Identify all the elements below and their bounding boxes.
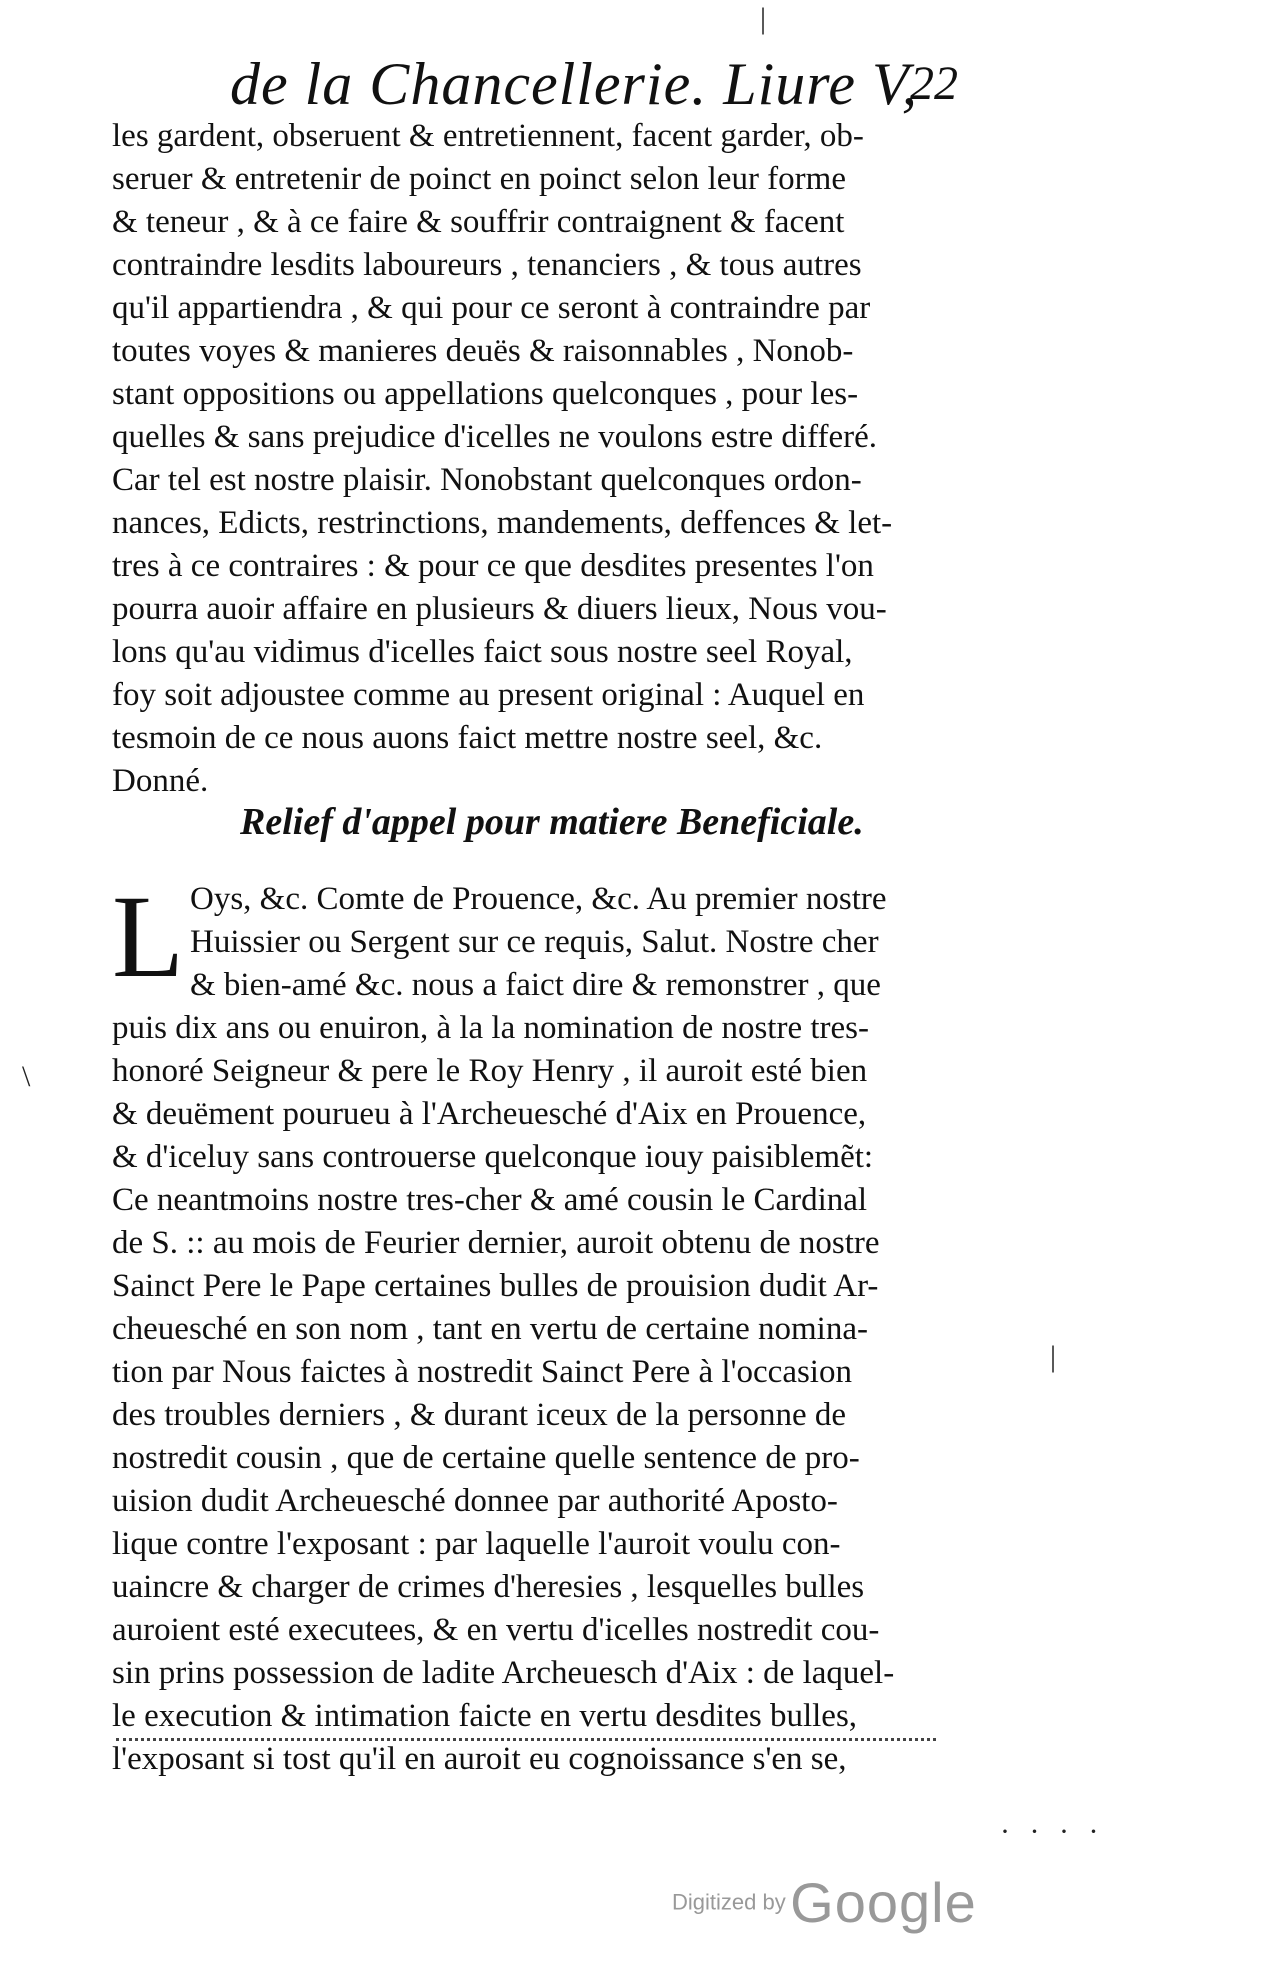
text-line: des troubles derniers , & durant iceux de la personne de xyxy=(112,1397,847,1433)
text-line: tion par Nous faictes à nostredit Sainct Pere à l'occasion xyxy=(112,1354,852,1390)
top-mark: | xyxy=(760,2,767,35)
text-line: Ce neantmoins nostre tres-cher & amé cousin le Cardinal xyxy=(112,1182,868,1218)
text-line: les gardent, obseruent & entretiennent, facent garder, ob- xyxy=(112,118,864,154)
text-line: Car tel est nostre plaisir. Nonobstant quelconques ordon- xyxy=(112,462,862,498)
text-line: puis dix ans ou enuiron, à la la nomination de nostre tres- xyxy=(112,1010,870,1046)
text-line: de S. :: au mois de Feurier dernier, auroit obtenu de nostre xyxy=(112,1225,880,1261)
text-line: quelles & sans prejudice d'icelles ne voulons estre differé. xyxy=(112,419,878,455)
text-line: uision dudit Archeuesché donnee par authorité Aposto- xyxy=(112,1483,838,1519)
text-line: tres à ce contraires : & pour ce que desdites presentes l'on xyxy=(112,548,874,584)
text-line: & d'iceluy sans controuerse quelconque iouy paisiblemẽt: xyxy=(112,1139,874,1175)
text-line: stant oppositions ou appellations quelconques , pour les- xyxy=(112,376,859,412)
text-line: pourra auoir affaire en plusieurs & diuers lieux, Nous vou- xyxy=(112,591,887,627)
text-line: lons qu'au vidimus d'icelles faict sous nostre seel Royal, xyxy=(112,634,853,670)
text-line: & deuëment pourueu à l'Archeuesché d'Aix en Prouence, xyxy=(112,1096,867,1132)
text-line: nostredit cousin , que de certaine quelle sentence de pro- xyxy=(112,1440,860,1476)
margin-mark: \ xyxy=(22,1060,31,1093)
text-line: Huissier ou Sergent sur ce requis, Salut. Nostre cher xyxy=(190,924,879,960)
text-line: tesmoin de ce nous auons faict mettre nostre seel, &c. xyxy=(112,720,823,756)
scan-watermark xyxy=(672,1870,977,1935)
section-title: Relief d'appel pour matiere Beneficiale. xyxy=(240,801,864,843)
text-line: & bien-amé &c. nous a faict dire & remonstrer , que xyxy=(190,967,881,1003)
page-number: 22 xyxy=(910,57,958,110)
text-line: qu'il appartiendra , & qui pour ce seront à contraindre par xyxy=(112,290,871,326)
text-line: foy soit adjoustee comme au present original : Auquel en xyxy=(112,677,865,713)
text-line: Oys, &c. Comte de Prouence, &c. Au premier nostre xyxy=(190,881,887,917)
text-line: toutes voyes & manieres deuës & raisonnables , Nonob- xyxy=(112,333,854,369)
text-line: Sainct Pere le Pape certaines bulles de prouision dudit Ar- xyxy=(112,1268,879,1304)
text-line: sin prins possession de ladite Archeuesch d'Aix : de laquel- xyxy=(112,1655,895,1691)
dotted-rule xyxy=(116,1738,936,1741)
text-line: seruer & entretenir de poinct en poinct selon leur forme xyxy=(112,161,846,197)
text-line: nances, Edicts, restrinctions, mandements, deffences & let- xyxy=(112,505,893,541)
text-line: l'exposant si tost qu'il en auroit eu cognoissance s'en se, xyxy=(112,1741,847,1777)
margin-mark: | xyxy=(1050,1340,1057,1373)
text-line: cheuesché en son nom , tant en vertu de certaine nomina- xyxy=(112,1311,868,1347)
watermark-logo: Google xyxy=(790,1871,977,1934)
text-line: lique contre l'exposant : par laquelle l'auroit voulu con- xyxy=(112,1526,841,1562)
text-line: uaincre & charger de crimes d'heresies , lesquelles bulles xyxy=(112,1569,865,1605)
text-line: honoré Seigneur & pere le Roy Henry , il auroit esté bien xyxy=(112,1053,868,1089)
text-line: le execution & intimation faicte en vertu desdites bulles, xyxy=(112,1698,858,1734)
text-line: contraindre lesdits laboureurs , tenanciers , & tous autres xyxy=(112,247,862,283)
running-head: de la Chancellerie. Liure V, xyxy=(230,51,918,117)
corner-dots: · · · · xyxy=(1000,1815,1105,1848)
drop-cap: L xyxy=(112,871,185,1002)
text-line: & teneur , & à ce faire & souffrir contraignent & facent xyxy=(112,204,845,240)
text-line: Donné. xyxy=(112,763,209,799)
text-line: auroient esté executees, & en vertu d'icelles nostredit cou- xyxy=(112,1612,880,1648)
watermark-prefix: Digitized by xyxy=(672,1889,786,1915)
